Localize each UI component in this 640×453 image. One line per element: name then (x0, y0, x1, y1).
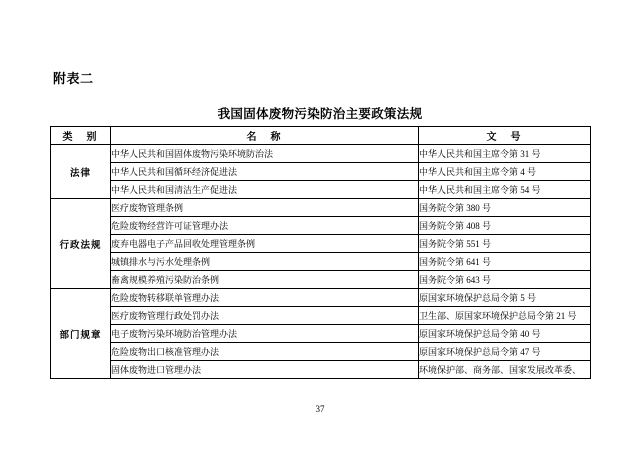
regulation-name: 危险废物经营许可证管理办法 (111, 217, 419, 235)
column-header-document-number: 文 号 (419, 127, 591, 145)
column-header-category: 类 别 (51, 127, 111, 145)
regulation-name: 医疗废物管理条例 (111, 199, 419, 217)
regulation-doc-number: 国务院令第 551 号 (419, 235, 591, 253)
regulation-doc-number: 国务院令第 408 号 (419, 217, 591, 235)
appendix-label: 附表二 (53, 71, 94, 86)
table-row (51, 199, 591, 217)
table-row (51, 217, 591, 235)
regulation-doc-number: 中华人民共和国主席令第 4 号 (419, 163, 591, 181)
page-title: 我国固体废物污染防治主要政策法规 (217, 107, 423, 121)
regulation-name: 中华人民共和国固体废物污染环境防治法 (111, 145, 419, 163)
regulation-name: 中华人民共和国清洁生产促进法 (111, 181, 419, 199)
category-cell: 法律 (51, 145, 111, 199)
table-row (51, 325, 591, 343)
regulation-name: 危险废物出口核准管理办法 (111, 343, 419, 361)
policy-regulations-table (50, 126, 591, 379)
category-cell: 部门规章 (51, 289, 111, 379)
regulation-name: 中华人民共和国循环经济促进法 (111, 163, 419, 181)
regulation-name: 畜禽规模养殖污染防治条例 (111, 271, 419, 289)
regulation-name: 医疗废物管理行政处罚办法 (111, 307, 419, 325)
regulation-name: 城镇排水与污水处理条例 (111, 253, 419, 271)
table-row (51, 181, 591, 199)
page-number: 37 (315, 404, 325, 414)
table-row (51, 163, 591, 181)
regulation-doc-number: 国务院令第 641 号 (419, 253, 591, 271)
table-row (51, 289, 591, 307)
category-cell: 行政法规 (51, 199, 111, 289)
table-row (51, 253, 591, 271)
table-header-row (51, 127, 591, 145)
table-row (51, 145, 591, 163)
regulation-doc-number: 中华人民共和国主席令第 31 号 (419, 145, 591, 163)
regulation-doc-number: 环境保护部、商务部、国家发展改革委、 (419, 361, 591, 379)
regulation-doc-number: 中华人民共和国主席令第 54 号 (419, 181, 591, 199)
table-row (51, 307, 591, 325)
regulation-doc-number: 原国家环境保护总局令第 47 号 (419, 343, 591, 361)
column-header-name: 名 称 (111, 127, 419, 145)
regulation-name: 电子废物污染环境防治管理办法 (111, 325, 419, 343)
regulation-doc-number: 卫生部、原国家环境保护总局令第 21 号 (419, 307, 591, 325)
table-row (51, 361, 591, 379)
regulation-doc-number: 国务院令第 643 号 (419, 271, 591, 289)
regulation-doc-number: 原国家环境保护总局令第 40 号 (419, 325, 591, 343)
regulation-name: 固体废物进口管理办法 (111, 361, 419, 379)
regulation-doc-number: 国务院令第 380 号 (419, 199, 591, 217)
table-row (51, 343, 591, 361)
regulation-name: 废弃电器电子产品回收处理管理条例 (111, 235, 419, 253)
table-row (51, 271, 591, 289)
regulation-doc-number: 原国家环境保护总局令第 5 号 (419, 289, 591, 307)
regulation-name: 危险废物转移联单管理办法 (111, 289, 419, 307)
table-row (51, 235, 591, 253)
